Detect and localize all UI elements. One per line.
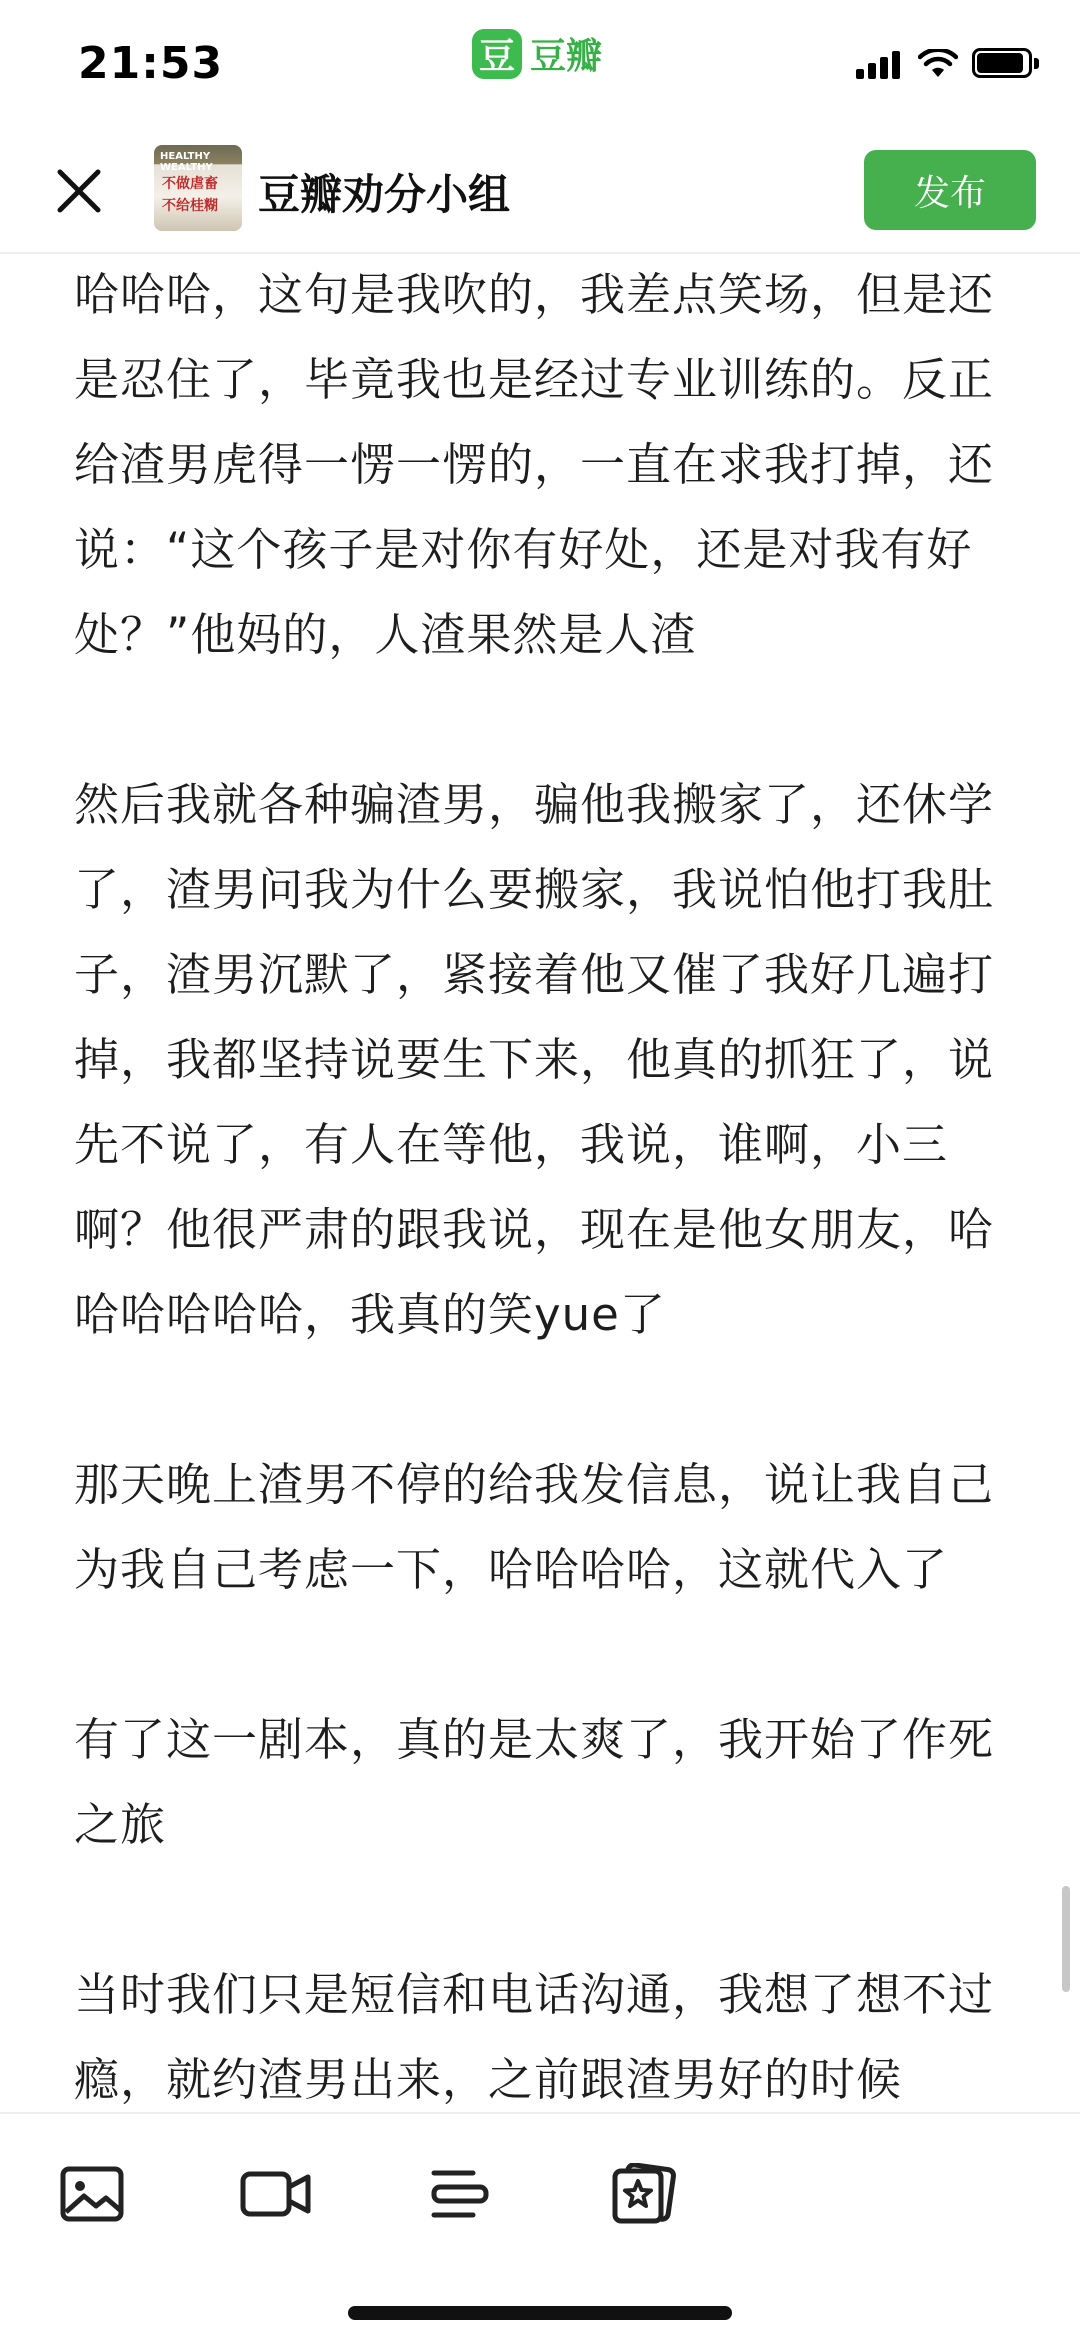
douban-logo-icon: 豆	[472, 29, 522, 79]
image-icon	[60, 2166, 124, 2222]
paragraph[interactable]: 哈哈哈，这句是我吹的，我差点笑场，但是还是忍住了，毕竟我也是经过专业训练的。反正给渣男虎得一愣一愣的，一直在求我打掉，还说：“这个孩子是对你有好处，还是对我有好处？”他妈的，人渣果然是人渣	[74, 268, 995, 661]
paragraph[interactable]: 有了这一剧本，真的是太爽了，我开始了作死之旅	[74, 1713, 995, 1851]
insert-card-button[interactable]	[604, 2154, 684, 2234]
text-format-icon	[429, 2165, 491, 2223]
insert-video-button[interactable]	[236, 2154, 316, 2234]
paragraph[interactable]: 然后我就各种骗渣男，骗他我搬家了，还休学了，渣男问我为什么要搬家，我说怕他打我肚子，渣男沉默了，紧接着他又催了我好几遍打掉，我都坚持说要生下来，他真的抓狂了，说先不说了，有人在等他，我说，谁啊，小三啊？他很严肃的跟我说，现在是他女朋友，哈哈哈哈哈哈，我真的笑yue了	[74, 778, 995, 1341]
close-icon	[54, 166, 104, 216]
publish-button[interactable]: 发布	[864, 150, 1036, 230]
scrollbar[interactable]	[1062, 1886, 1070, 1992]
video-icon	[240, 2169, 312, 2219]
paragraph[interactable]: 那天晚上渣男不停的给我发信息，说让我自己为我自己考虑一下，哈哈哈哈，这就代入了	[74, 1458, 995, 1596]
group-avatar[interactable]: HEALTHY WEALTHY 不做虐畜 不给桂糊	[154, 145, 242, 231]
battery-icon	[972, 48, 1042, 80]
app-name: 豆瓣	[530, 36, 603, 77]
status-indicators	[856, 48, 1042, 80]
text-format-button[interactable]	[420, 2154, 500, 2234]
editor-toolbar	[0, 2112, 1080, 2338]
home-indicator[interactable]	[348, 2306, 732, 2320]
close-button[interactable]	[44, 156, 114, 226]
status-time: 21:53	[78, 38, 224, 89]
cellular-signal-icon	[856, 49, 904, 79]
paragraph[interactable]: 当时我们只是短信和电话沟通，我想了想不过瘾，就约渣男出来，之前跟渣男好的时候	[74, 1968, 995, 2106]
post-body-editor[interactable]	[74, 252, 1014, 2112]
editor-header	[0, 130, 1080, 254]
app-badge	[472, 28, 602, 79]
wifi-icon	[918, 49, 958, 79]
status-bar	[0, 0, 1080, 130]
group-name[interactable]: 豆瓣劝分小组	[258, 170, 511, 219]
favorite-card-icon	[611, 2163, 677, 2225]
insert-image-button[interactable]	[52, 2154, 132, 2234]
